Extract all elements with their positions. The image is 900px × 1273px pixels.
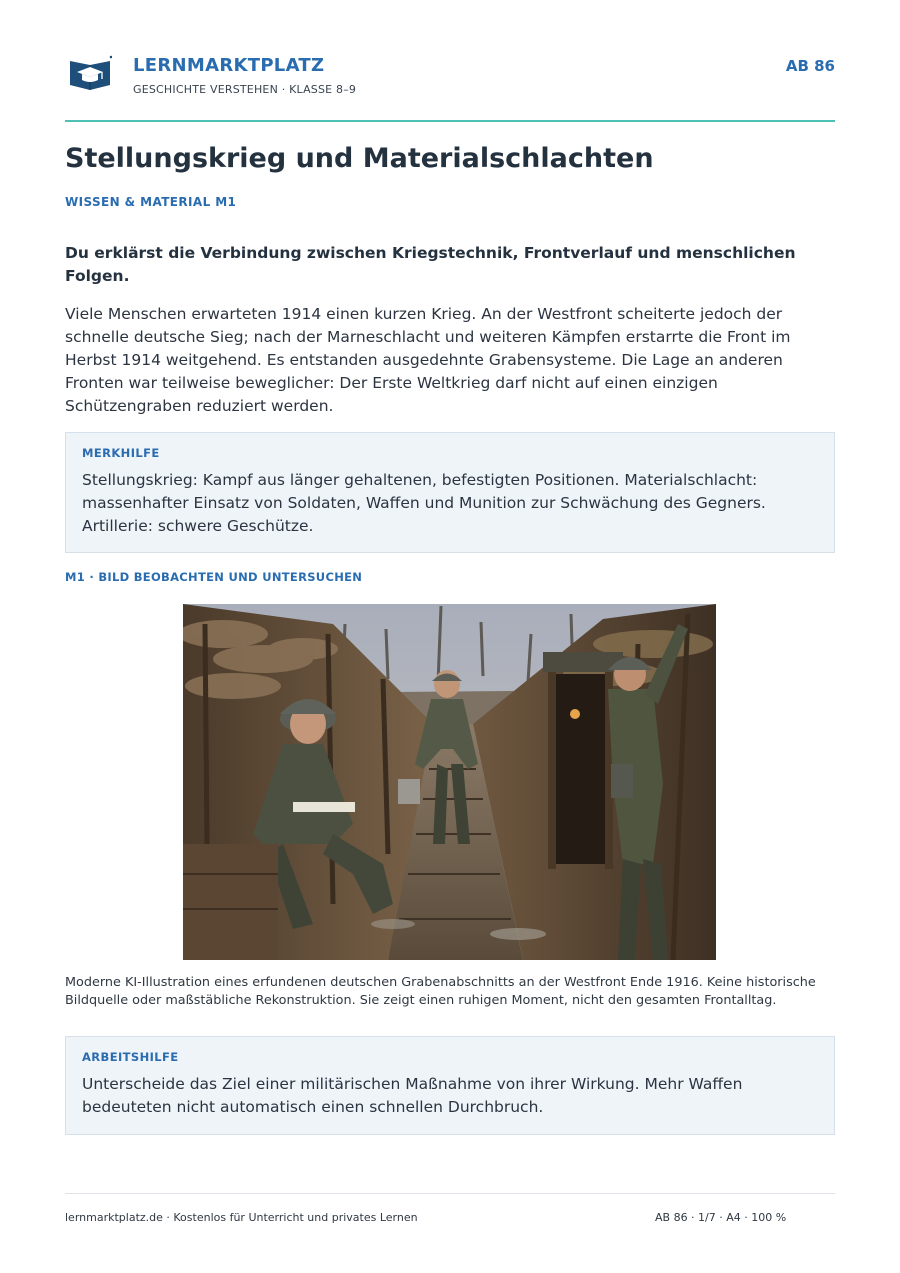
arbeitshilfe-title: ARBEITSHILFE [82,1050,179,1064]
learning-goal: Du erklärst die Verbindung zwischen Kriegstechnik, Frontverlauf und menschlichen Folgen. [65,244,796,285]
arbeitshilfe-text: Unterscheide das Ziel einer militärischen Maßnahme von ihrer Wirkung. Mehr Waffen bedeuteten nicht automatisch einen schnellen Durchbruch. [82,1075,743,1116]
material-label: M1 · BILD BEOBACHTEN UND UNTERSUCHEN [65,570,363,584]
intro-paragraph: Viele Menschen erwarteten 1914 einen kurzen Krieg. An der Westfront scheiterte jedoch der schnelle deutsche Sieg; nach der Marneschlacht und weiteren Kämpfen erstarrte die Front im Herbst 1914 weitgehend. Es entstanden ausgedehnte Grabensysteme. Die Lage an anderen Fronten war teilweise beweglicher: Der Erste Weltkrieg darf nicht auf einen einzigen Schützengraben reduziert werden. [65,305,791,415]
graduation-cap-book-icon [68,55,112,91]
sheet-number: AB 86 [785,57,835,75]
footer-divider [65,1193,835,1194]
header-divider [65,120,835,122]
footer-site-info: lernmarktplatz.de · Kostenlos für Unterricht und privates Lernen [65,1211,418,1224]
page-header [65,50,835,110]
page-title: Stellungskrieg und Materialschlachten [65,143,654,174]
brand-name: LERNMARKTPLATZ [133,55,325,76]
arbeitshilfe-box [65,1036,835,1135]
merkhilfe-box [65,432,835,553]
merkhilfe-text: Stellungskrieg: Kampf aus länger gehaltenen, befestigten Positionen. Materialschlacht: massenhafter Einsatz von Soldaten, Waffen und Munition zur Schwächung des Gegners. Artillerie: schwere Geschütze. [82,471,766,535]
section-kicker: WISSEN & MATERIAL M1 [65,195,237,209]
trench-illustration [183,604,716,960]
merkhilfe-title: MERKHILFE [82,446,160,460]
footer-page-info: AB 86 · 1/7 · A4 · 100 % [655,1211,787,1224]
brand-subtitle: GESCHICHTE VERSTEHEN · KLASSE 8–9 [133,83,357,96]
figure-caption: Moderne KI-Illustration eines erfundenen deutschen Grabenabschnitts an der Westfront Ende 1916. Keine historische Bildquelle oder maßstäbliche Rekonstruktion. Sie zeigt einen ruhigen Moment, nicht den gesamten Frontalltag. [65,975,816,1008]
